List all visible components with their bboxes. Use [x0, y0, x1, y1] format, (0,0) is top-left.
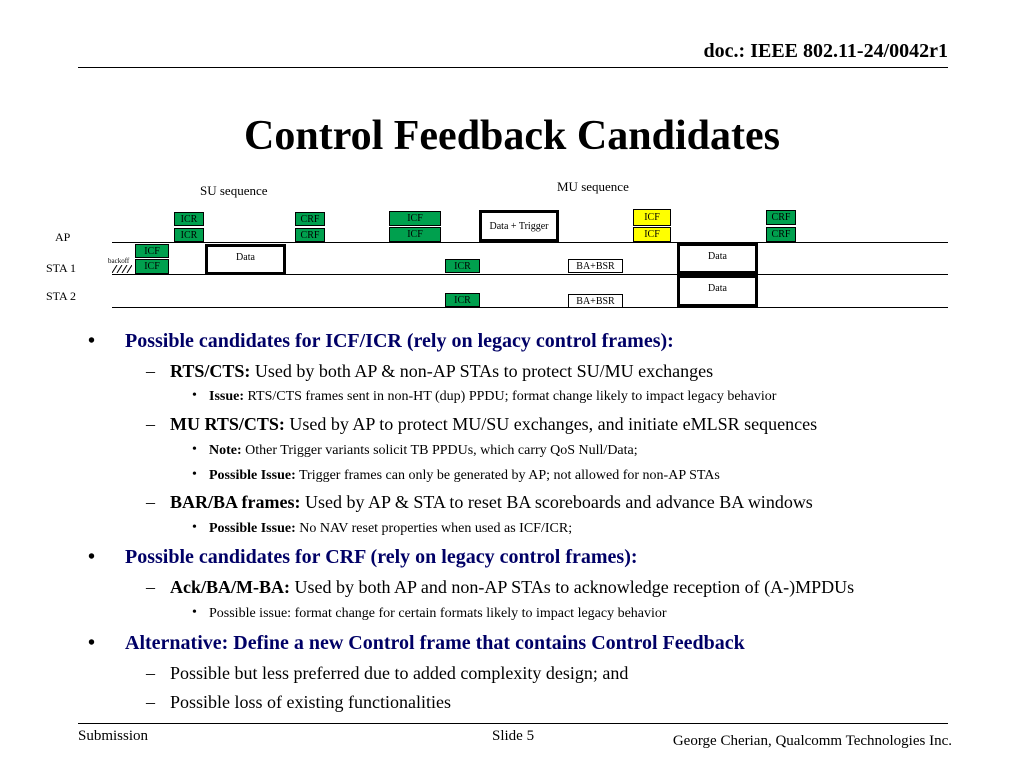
bullet-marker: – — [146, 492, 155, 512]
ap-crf-frame: CRF — [295, 212, 325, 226]
backoff-hatch-icon — [112, 265, 132, 273]
bullet-marker: – — [146, 414, 155, 434]
bullet-text: RTS/CTS frames sent in non-HT (dup) PPDU; format change likely to impact legacy behavior — [244, 389, 777, 404]
bullet-l3-issue — [209, 389, 776, 405]
bullet-l2-rts-cts — [170, 361, 713, 382]
bullet-l2-bar-ba — [170, 492, 813, 513]
bold-term: Ack/BA/M-BA: — [170, 577, 290, 597]
bold-term: RTS/CTS: — [170, 361, 251, 381]
bullet-l2-loss: Possible loss of existing functionalities — [170, 692, 451, 712]
bold-term: Issue: — [209, 389, 245, 404]
ap-timeline — [112, 242, 948, 243]
document-id: doc.: IEEE 802.11-24/0042r1 — [703, 40, 948, 62]
mu-sequence-label: MU sequence — [557, 179, 629, 194]
row-label-sta1: STA 1 — [46, 261, 77, 275]
footer-submission: Submission — [78, 728, 149, 744]
bullet-l3-possible-issue — [209, 468, 720, 484]
sta2-ba-bsr-frame: BA+BSR — [568, 294, 623, 308]
ap-crf-mu-frame: CRF — [766, 227, 796, 242]
sta1-ba-bsr-frame: BA+BSR — [568, 259, 623, 273]
footer-rule — [78, 723, 948, 724]
backoff-label: backoff — [108, 257, 130, 265]
sta1-data-mu-frame: Data — [677, 243, 758, 274]
footer-slide-number: Slide 5 — [492, 728, 535, 744]
bold-term: Note: — [209, 443, 242, 458]
bold-term: BAR/BA frames: — [170, 492, 301, 512]
bullet-l1-crf: Possible candidates for CRF (rely on legacy control frames): — [125, 546, 638, 568]
bold-term: Possible Issue: — [209, 468, 296, 483]
ap-icf-mu-frame: ICF — [633, 209, 671, 226]
bullet-marker: – — [146, 577, 155, 597]
row-label-ap: AP — [55, 230, 71, 244]
ap-crf-frame: CRF — [295, 228, 325, 242]
bullet-text: Used by AP & STA to reset BA scoreboards and advance BA windows — [300, 492, 813, 512]
bullet-marker: • — [88, 632, 96, 654]
bullet-l3-note — [209, 443, 638, 459]
ap-icf-frame: ICF — [389, 211, 441, 226]
ap-icf-mu-frame: ICF — [633, 227, 671, 242]
bold-term: MU RTS/CTS: — [170, 414, 285, 434]
sta2-icr-frame: ICR — [445, 293, 480, 307]
bullet-marker: – — [146, 361, 155, 381]
bullet-l2-mu-rts-cts — [170, 414, 817, 435]
bullet-text: Used by both AP & non-AP STAs to protect SU/MU exchanges — [250, 361, 714, 381]
bullet-l1-alternative: Alternative: Define a new Control frame that contains Control Feedback — [125, 632, 745, 654]
ap-data-trigger-frame: Data + Trigger — [479, 210, 559, 242]
bullet-marker: – — [146, 692, 155, 712]
bullet-marker: • — [192, 467, 197, 482]
bullet-l3-possible-issue: Possible issue: format change for certain formats likely to impact legacy behavior — [209, 606, 667, 621]
bullet-l3-possible-issue — [209, 521, 572, 537]
bold-term: Possible Issue: — [209, 521, 296, 536]
ap-crf-mu-frame: CRF — [766, 210, 796, 225]
bullet-text: No NAV reset properties when used as ICF/ICR; — [295, 521, 573, 536]
bullet-marker: • — [192, 605, 197, 620]
bullet-l2-less-preferred: Possible but less preferred due to added complexity design; and — [170, 663, 629, 683]
footer-author: George Cherian, Qualcomm Technologies Inc. — [672, 733, 952, 749]
sta1-icf-frame: ICF — [135, 259, 169, 274]
bullet-marker: • — [88, 330, 96, 352]
bullet-l1-icf-icr: Possible candidates for ICF/ICR (rely on legacy control frames): — [125, 330, 674, 352]
su-sequence-label: SU sequence — [200, 183, 268, 198]
bullet-marker: • — [192, 388, 197, 403]
bullet-text: Trigger frames can only be generated by AP; not allowed for non-AP STAs — [295, 468, 720, 483]
bullet-marker: • — [88, 546, 96, 568]
sta1-data-frame: Data — [205, 244, 286, 275]
sta2-data-mu-frame: Data — [677, 275, 758, 307]
ap-icr-frame: ICR — [174, 212, 204, 226]
header-rule — [78, 67, 948, 68]
bullet-text: Other Trigger variants solicit TB PPDUs, which carry QoS Null/Data; — [241, 443, 638, 458]
row-label-sta2: STA 2 — [46, 289, 77, 303]
sta2-timeline — [112, 307, 948, 308]
slide-title: Control Feedback Candidates — [244, 113, 780, 159]
ap-icf-frame: ICF — [389, 227, 441, 242]
sta1-icf-frame: ICF — [135, 244, 169, 258]
bullet-text: Used by both AP and non-AP STAs to acknowledge reception of (A-)MPDUs — [290, 577, 855, 597]
bullet-l2-ack-ba — [170, 577, 854, 598]
bullet-text: Used by AP to protect MU/SU exchanges, and initiate eMLSR sequences — [284, 414, 818, 434]
ap-icr-frame: ICR — [174, 228, 204, 242]
sta1-icr-frame: ICR — [445, 259, 480, 273]
bullet-marker: • — [192, 442, 197, 457]
bullet-marker: • — [192, 520, 197, 535]
bullet-marker: – — [146, 663, 155, 683]
